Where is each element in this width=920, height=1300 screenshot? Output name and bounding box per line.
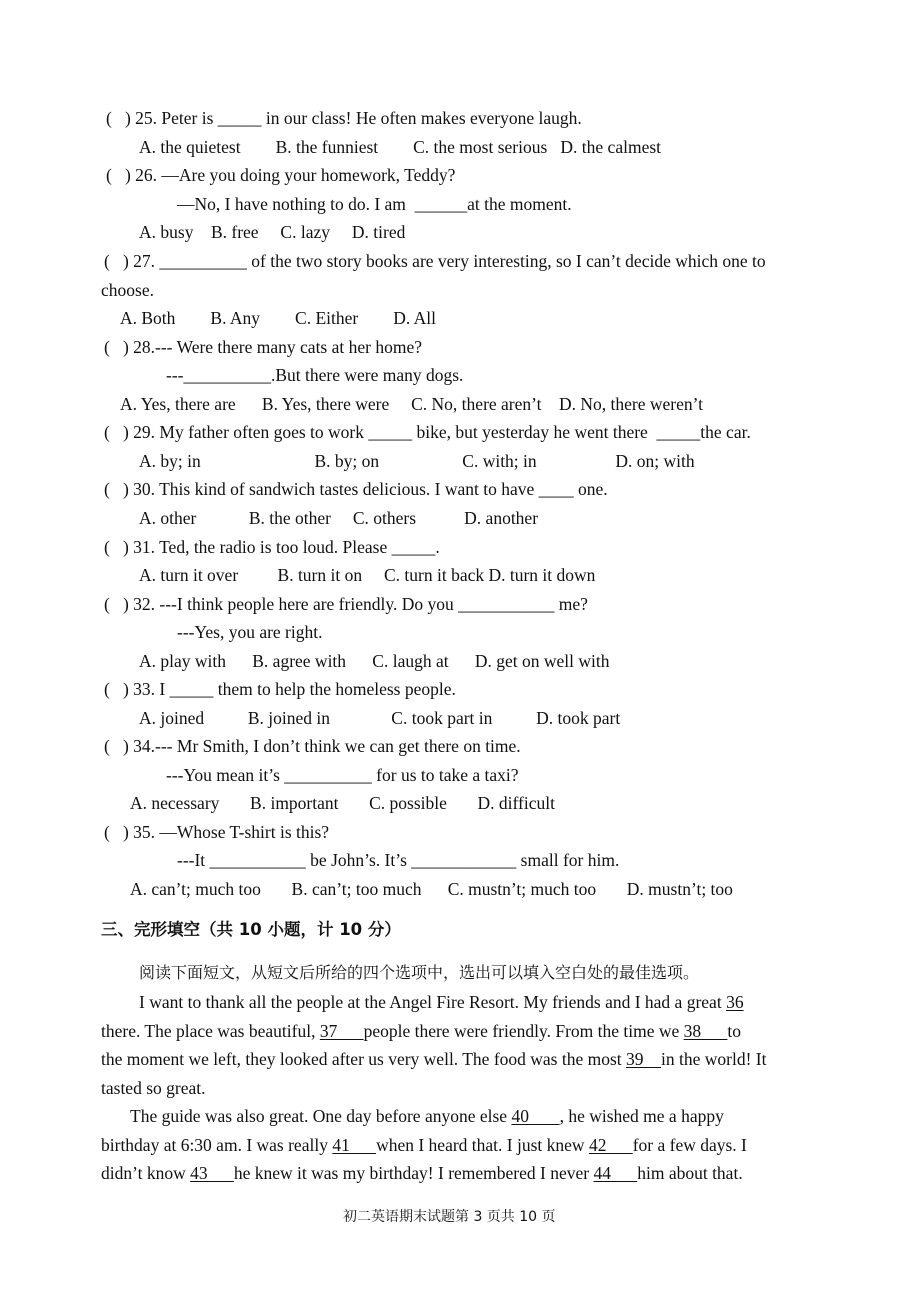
question-31: ( ) 31. Ted, the radio is too loud. Please _____. xyxy=(104,537,440,557)
question-25: ( ) 25. Peter is _____ in our class! He often makes everyone laugh. xyxy=(106,108,582,128)
question-26-reply: —No, I have nothing to do. I am ______at the moment. xyxy=(177,194,572,214)
question-32: ( ) 32. ---I think people here are friendly. Do you ___________ me? xyxy=(104,594,588,614)
options-33: A. joined B. joined in C. took part in D. took part xyxy=(139,708,621,728)
question-27-cont: choose. xyxy=(101,280,154,300)
passage-line: birthday at 6:30 am. I was really 41 when I heard that. I just knew 42 for a few days. I xyxy=(101,1135,747,1155)
question-33: ( ) 33. I _____ them to help the homeless people. xyxy=(104,679,456,699)
options-31: A. turn it over B. turn it on C. turn it back D. turn it down xyxy=(139,565,596,585)
question-34: ( ) 34.--- Mr Smith, I don’t think we can get there on time. xyxy=(104,736,521,756)
question-35-reply: ---It ___________ be John’s. It’s ____________ small for him. xyxy=(177,850,620,870)
options-35: A. can’t; much too B. can’t; too much C. mustn’t; much too D. mustn’t; too xyxy=(130,879,733,899)
blank-40: 40 xyxy=(511,1106,560,1126)
question-29: ( ) 29. My father often goes to work _____ bike, but yesterday he went there _____the car. xyxy=(104,422,751,442)
options-32: A. play with B. agree with C. laugh at D. get on well with xyxy=(139,651,610,671)
passage-line: there. The place was beautiful, 37 people there were friendly. From the time we 38 to xyxy=(101,1021,742,1041)
passage-line: didn’t know 43 he knew it was my birthday! I remembered I never 44 him about that. xyxy=(101,1163,743,1183)
options-27: A. Both B. Any C. Either D. All xyxy=(120,308,436,328)
options-34: A. necessary B. important C. possible D. difficult xyxy=(130,793,555,813)
cloze-instruction: 阅读下面短文，从短文后所给的四个选项中，选出可以填入空白处的最佳选项。 xyxy=(139,963,700,982)
passage-line: I want to thank all the people at the Angel Fire Resort. My friends and I had a great 36 xyxy=(139,992,744,1012)
question-35: ( ) 35. —Whose T-shirt is this? xyxy=(104,822,330,842)
blank-41: 41 xyxy=(332,1135,377,1155)
options-25: A. the quietest B. the funniest C. the most serious D. the calmest xyxy=(139,137,662,157)
options-29: A. by; in B. by; on C. with; in D. on; with xyxy=(139,451,695,471)
blank-42: 42 xyxy=(588,1135,633,1155)
blank-37: 37 xyxy=(319,1021,364,1041)
question-30: ( ) 30. This kind of sandwich tastes delicious. I want to have ____ one. xyxy=(104,479,608,499)
question-32-reply: ---Yes, you are right. xyxy=(177,622,323,642)
question-34-reply: ---You mean it’s __________ for us to take a taxi? xyxy=(166,765,519,785)
section-heading-cloze: 三、完形填空（共 10 小题，计 10 分） xyxy=(101,920,401,939)
question-28: ( ) 28.--- Were there many cats at her home? xyxy=(104,337,422,357)
options-28: A. Yes, there are B. Yes, there were C. No, there aren’t D. No, there weren’t xyxy=(120,394,704,414)
passage-line: tasted so great. xyxy=(101,1078,206,1098)
passage-line: the moment we left, they looked after us very well. The food was the most 39 in the world! It xyxy=(101,1049,767,1069)
question-28-reply: ---__________.But there were many dogs. xyxy=(166,365,464,385)
page-footer: 初二英语期末试题第 3 页共 10 页 xyxy=(343,1209,556,1225)
options-30: A. other B. the other C. others D. another xyxy=(139,508,539,528)
blank-36: 36 xyxy=(726,992,744,1012)
question-26: ( ) 26. —Are you doing your homework, Teddy? xyxy=(106,165,456,185)
options-26: A. busy B. free C. lazy D. tired xyxy=(139,222,406,242)
blank-38: 38 xyxy=(683,1021,728,1041)
blank-39: 39 xyxy=(626,1049,662,1069)
blank-43: 43 xyxy=(190,1163,234,1183)
blank-44: 44 xyxy=(593,1163,638,1183)
passage-line: The guide was also great. One day before anyone else 40 , he wished me a happy xyxy=(130,1106,724,1126)
question-27: ( ) 27. __________ of the two story books are very interesting, so I can’t decide which one to xyxy=(104,251,766,271)
